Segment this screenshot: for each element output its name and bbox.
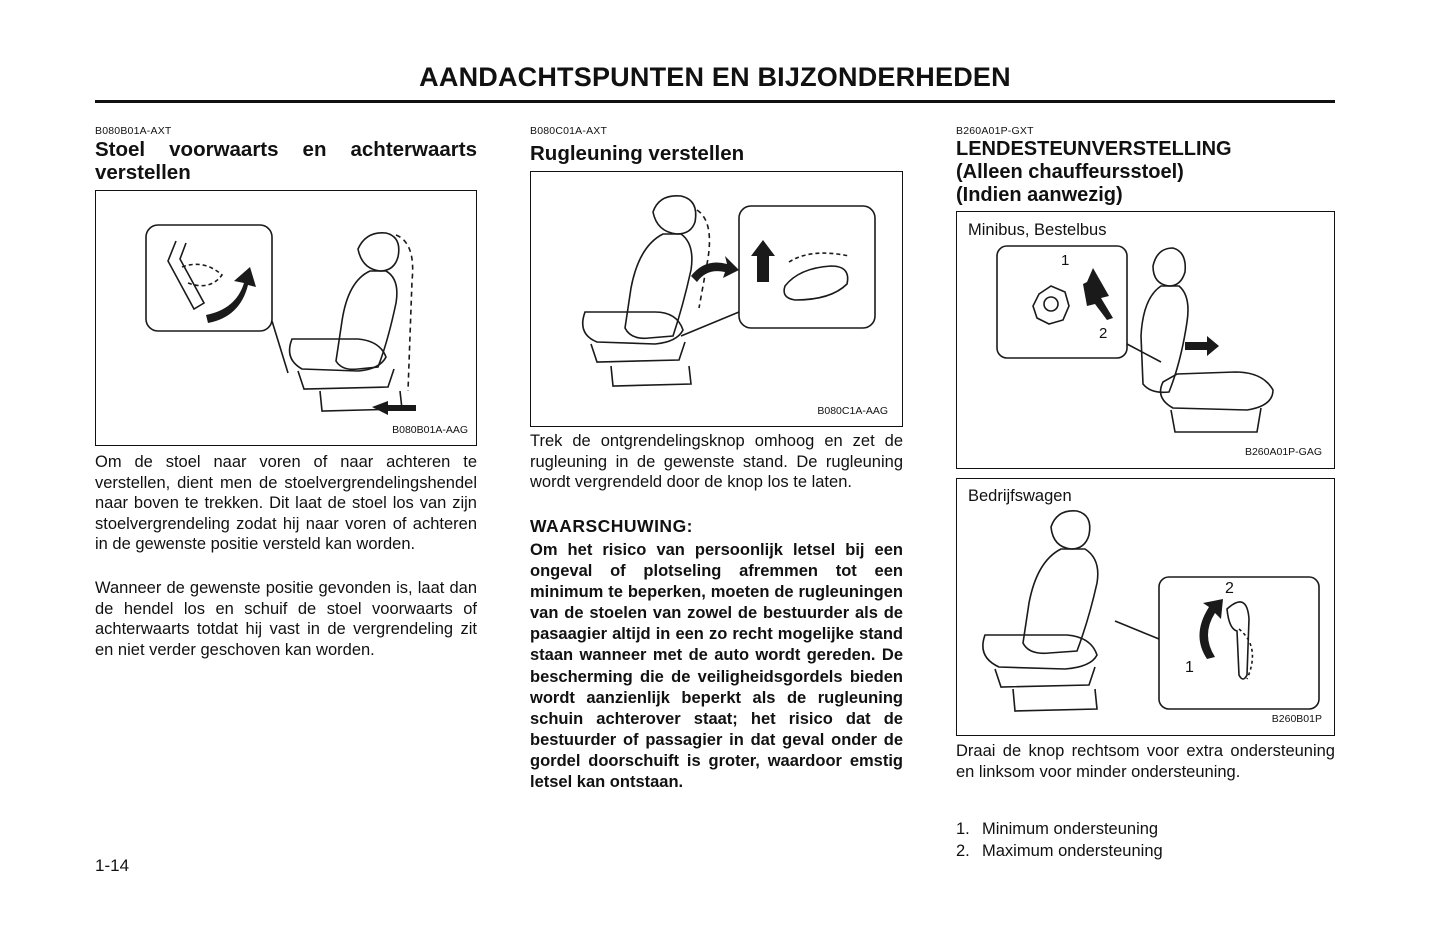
seat-dashed-outline bbox=[396, 235, 413, 391]
lumbar-knob-center bbox=[1044, 297, 1058, 311]
lumbar-figure-commercial bbox=[956, 478, 1335, 736]
list-item bbox=[956, 818, 1163, 840]
body-text: Wanneer de gewenste positie gevonden is, laat dan de hendel los en schuif de stoel voorwaarts of achterwaarts totdat hij vast in de vergrendeling zit en niet verder geschoven kan worden. bbox=[95, 579, 477, 659]
page-number: 1-14 bbox=[95, 856, 130, 875]
section-code-seat-slide: B080B01A-AXT bbox=[95, 125, 172, 137]
seat-base bbox=[298, 369, 394, 389]
body-text: Draai de knop rechtsom voor extra ondersteuning en linksom voor minder ondersteuning. bbox=[956, 742, 1335, 781]
heading-line: Stoel voorwaarts en achterwaarts bbox=[95, 138, 477, 161]
callout-line bbox=[272, 321, 288, 373]
section-heading-lumbar bbox=[956, 138, 1232, 207]
marker-number: 1 bbox=[1061, 252, 1070, 269]
seat-base bbox=[1171, 408, 1261, 432]
rotate-arrow-icon bbox=[1199, 599, 1223, 659]
seat-back bbox=[336, 271, 397, 369]
headrest bbox=[653, 196, 696, 234]
headrest bbox=[1153, 248, 1185, 286]
figure-label: Bedrijfswagen bbox=[968, 487, 1072, 505]
seat-rail bbox=[611, 366, 691, 386]
up-arrow-icon bbox=[751, 240, 775, 282]
list-item-text: Minimum ondersteuning bbox=[982, 820, 1159, 838]
seat-back bbox=[625, 234, 692, 338]
lumbar-figure-minibus bbox=[956, 211, 1335, 469]
heading-line: verstellen bbox=[95, 161, 191, 184]
section-heading-seat-slide bbox=[95, 138, 477, 184]
lever-inset-frame bbox=[1159, 577, 1319, 709]
page-title: AANDACHTSPUNTEN EN BIJZONDERHEDEN bbox=[419, 62, 1011, 92]
section-heading-backrest: Rugleuning verstellen bbox=[530, 142, 745, 165]
backrest-dashed-outline bbox=[697, 210, 709, 308]
marker-number: 1 bbox=[1185, 659, 1194, 676]
lever-travel-outline bbox=[1239, 629, 1252, 679]
marker-number: 2 bbox=[1225, 580, 1234, 597]
section-code-backrest: B080C01A-AXT bbox=[530, 125, 608, 137]
heading-line: (Alleen chauffeursstoel) bbox=[956, 161, 1184, 183]
backrest-illustration bbox=[531, 172, 902, 426]
knob-raised-outline bbox=[789, 253, 849, 262]
lumbar-commercial-illustration bbox=[957, 479, 1334, 735]
heading-line: LENDESTEUNVERSTELLING bbox=[956, 138, 1232, 160]
release-knob bbox=[784, 266, 848, 300]
lumbar-minibus-illustration bbox=[957, 212, 1334, 468]
section-code-lumbar: B260A01P-GXT bbox=[956, 125, 1034, 137]
seat-cushion bbox=[583, 312, 683, 344]
figure-code: B260B01P bbox=[1271, 713, 1322, 725]
seat-cushion bbox=[290, 339, 386, 371]
seat-slide-figure bbox=[95, 190, 477, 446]
body-text: Om de stoel naar voren of naar achteren te verstellen, dient men de stoelvergrendelingshendel naar boven te trekken. Dit laat de stoel los van zijn stoelvergrendeling zodat hij naar voren of achteren in de gewenste positie versteld kan worden. bbox=[95, 453, 477, 553]
lumbar-knob bbox=[1033, 286, 1069, 324]
callout-line bbox=[1127, 344, 1161, 362]
figure-code: B080C1A-AAG bbox=[817, 405, 888, 417]
lever-handle bbox=[168, 241, 204, 309]
figure-code: B080B01A-AAG bbox=[392, 424, 468, 436]
seat-back bbox=[1023, 549, 1098, 653]
seat-rail bbox=[1013, 689, 1097, 711]
headrest bbox=[358, 233, 399, 271]
heading-line: (Indien aanwezig) bbox=[956, 184, 1123, 206]
callout-line bbox=[681, 312, 739, 336]
figure-code: B260A01P-GAG bbox=[1244, 446, 1322, 458]
recline-arrow-icon bbox=[691, 256, 739, 282]
lumbar-lever bbox=[1227, 602, 1249, 679]
backrest-figure bbox=[530, 171, 903, 427]
rotate-arrow-icon bbox=[1083, 268, 1113, 320]
seat-base bbox=[995, 667, 1095, 687]
body-text: Trek de ontgrendelingsknop omhoog en zet de rugleuning in de gewenste stand. De rugleuning wordt vergrendeld door de knop los te laten. bbox=[530, 432, 903, 491]
lumbar-options-list bbox=[956, 818, 1163, 862]
list-item-text: Maximum ondersteuning bbox=[982, 842, 1163, 860]
seat-slide-illustration bbox=[96, 191, 476, 445]
list-item-number: 2. bbox=[956, 842, 970, 860]
marker-number: 2 bbox=[1099, 325, 1108, 342]
seat-cushion bbox=[1161, 372, 1273, 410]
warning-heading: WAARSCHUWING: bbox=[530, 516, 694, 536]
warning-text: Om het risico van persoonlijk letsel bij een ongeval of plotseling afremmen tot een minimum te beperken, moeten de rugleuningen van de stoelen van zowel de bestuurder als de pasaagier altijd in een zo recht mogelijke stand staan wanneer met de auto wordt gereden. De bescherming die de veiligheidsgordels bieden wordt aanzienlijk beperkt als de rugleuning schuin achterover staat; het risico dat de bestuurder of passagier in dat geval onder de gordel doorschuift is groter, waardoor emstig letsel kan ontstaan. bbox=[530, 541, 903, 792]
list-item bbox=[956, 840, 1163, 862]
headrest bbox=[1051, 511, 1090, 549]
slide-arrow-icon bbox=[372, 401, 416, 415]
seat-back bbox=[1141, 286, 1188, 392]
seat-cushion bbox=[983, 635, 1097, 669]
curved-arrow-icon bbox=[206, 267, 256, 323]
list-item-number: 1. bbox=[956, 820, 970, 838]
seat-base bbox=[591, 342, 685, 362]
figure-label: Minibus, Bestelbus bbox=[968, 221, 1107, 239]
header-divider bbox=[95, 100, 1335, 103]
lumbar-push-arrow-icon bbox=[1185, 336, 1219, 356]
callout-line bbox=[1115, 621, 1159, 639]
